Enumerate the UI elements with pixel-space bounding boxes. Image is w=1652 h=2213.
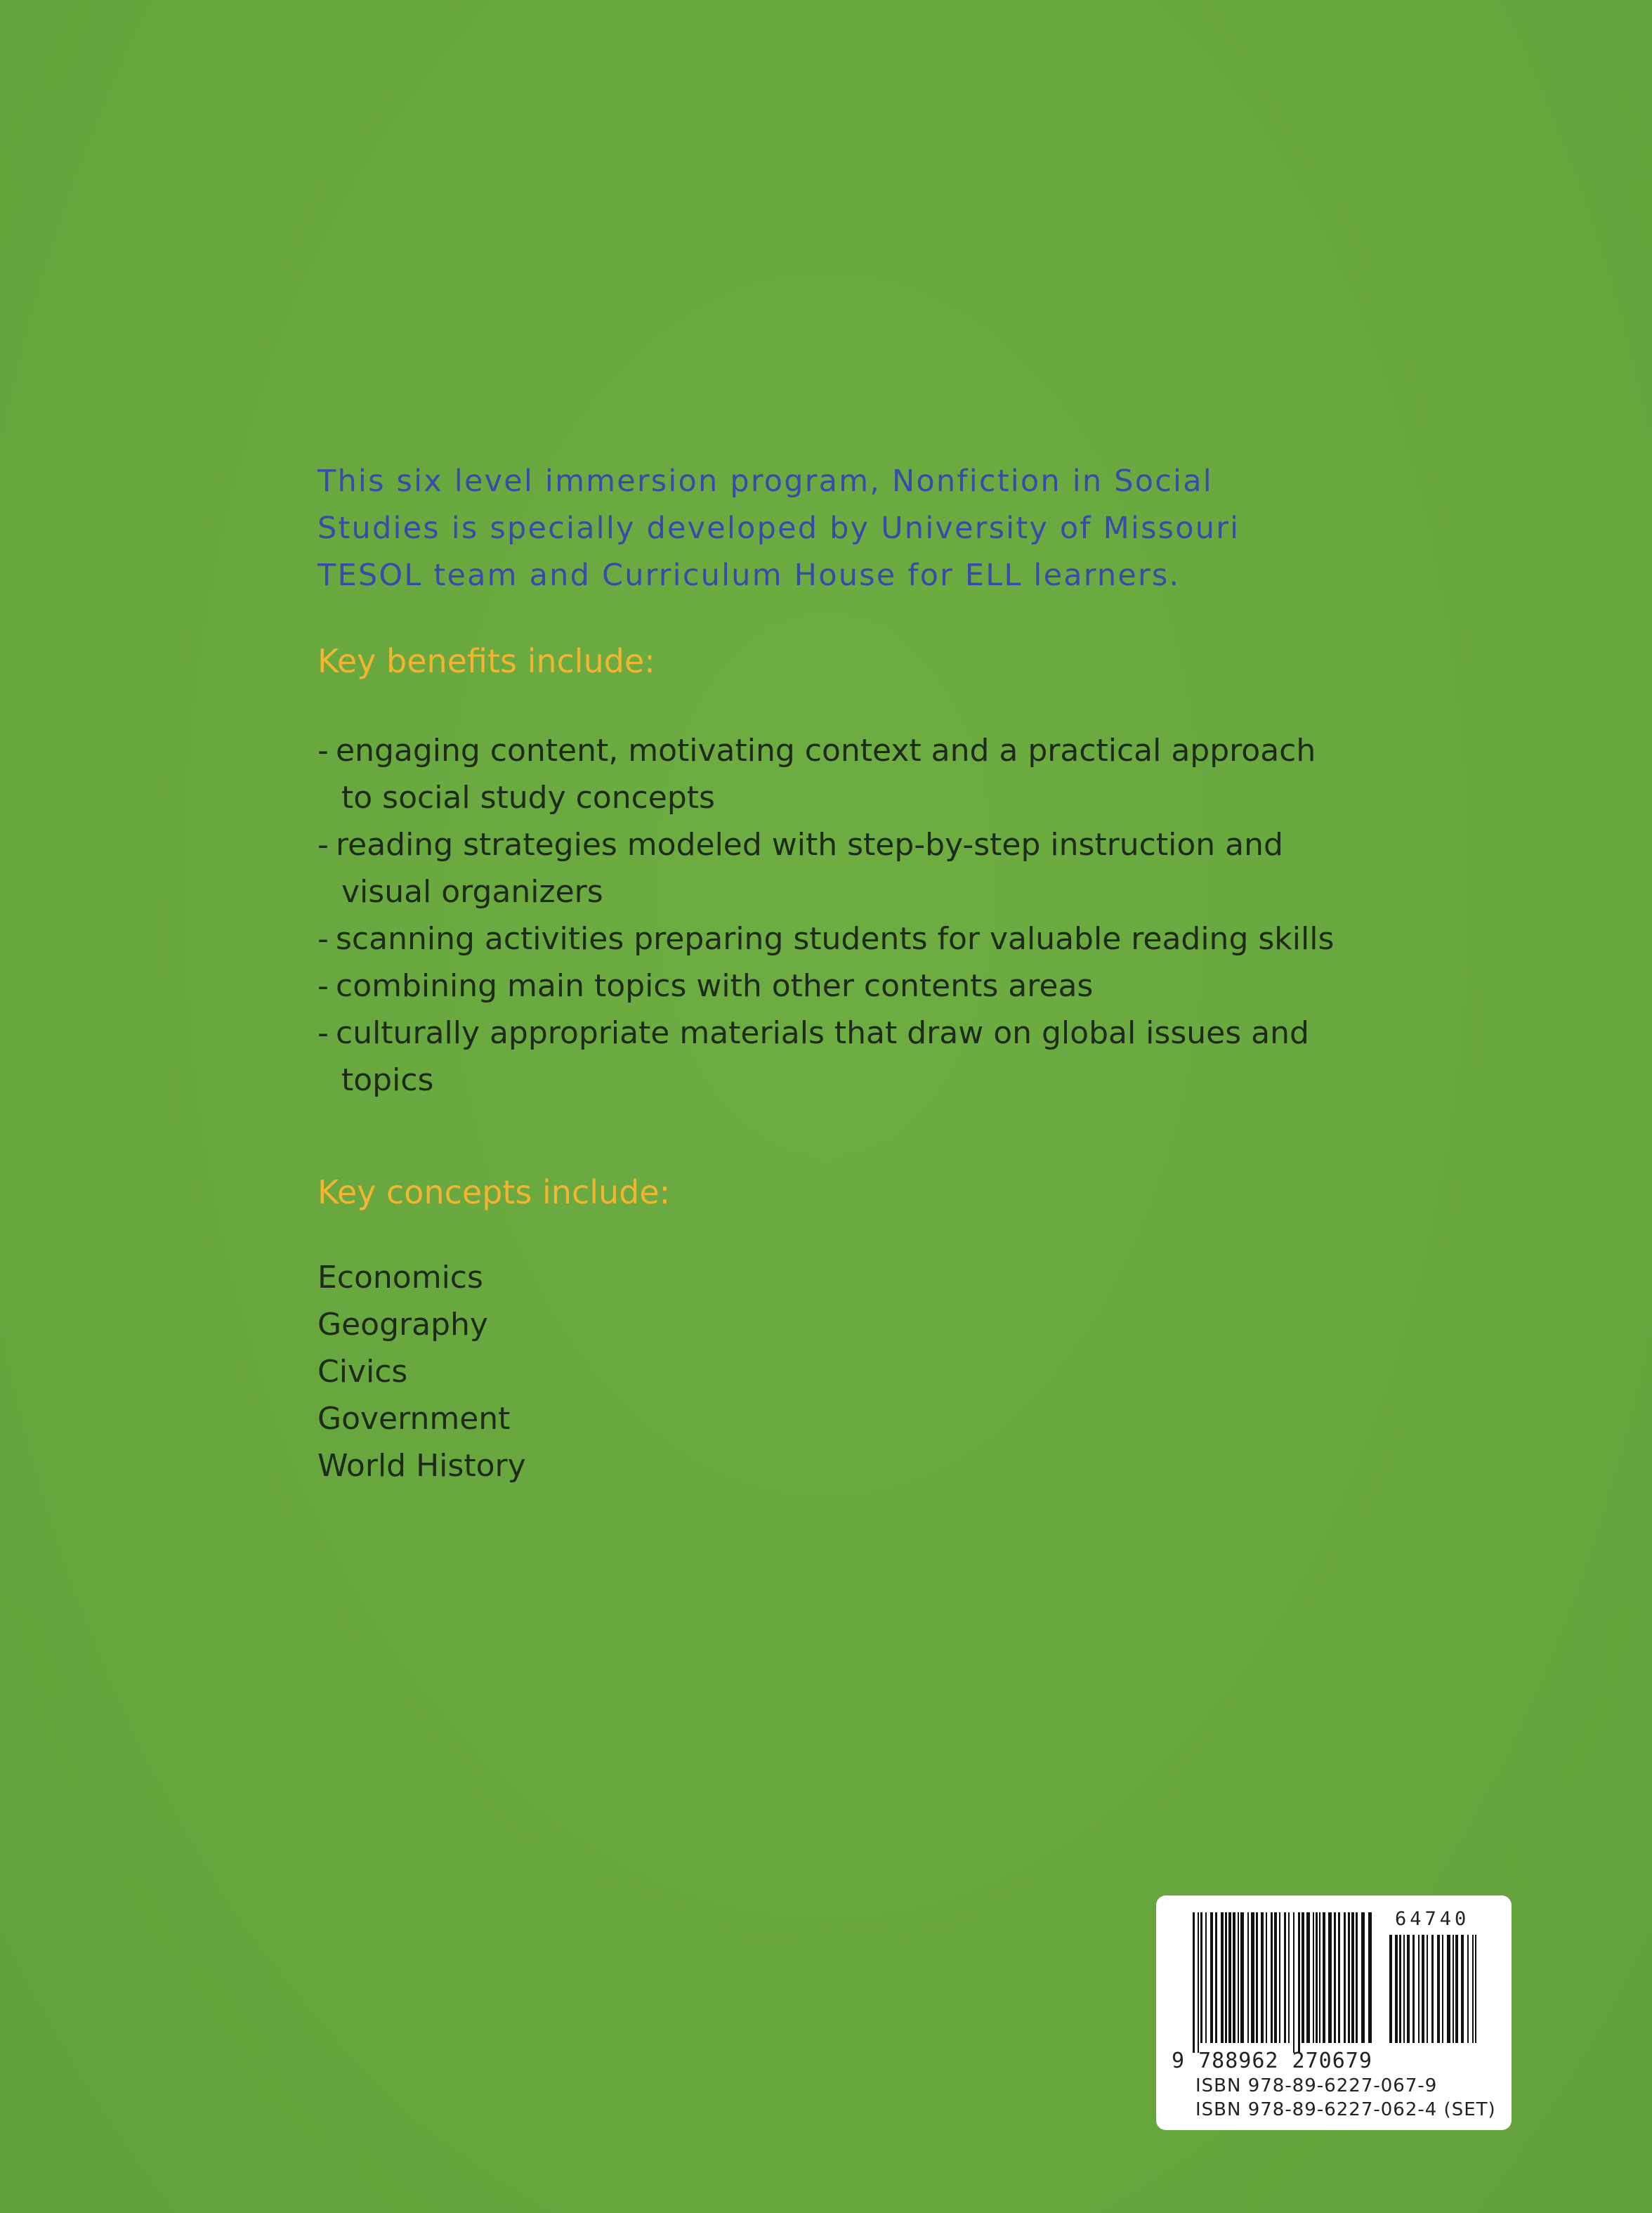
barcode-bar — [1368, 1912, 1372, 2043]
barcode-bar — [1361, 1912, 1365, 2043]
barcode-bar — [1442, 1935, 1443, 2043]
barcode-bar — [1210, 1912, 1213, 2043]
barcode-bar — [1316, 1912, 1318, 2043]
barcode-bar — [1284, 1912, 1286, 2043]
barcode-bar — [1238, 1912, 1239, 2043]
barcode-bar — [1247, 1912, 1249, 2043]
benefits-list — [317, 727, 1336, 1104]
barcode-bar — [1215, 1912, 1217, 2043]
barcode-bar — [1453, 1935, 1454, 2043]
barcode-bar — [1461, 1935, 1464, 2043]
benefits-heading: Key benefits include: — [317, 642, 655, 680]
barcode-bar — [1279, 1912, 1280, 2043]
barcode-bar — [1240, 1912, 1244, 2043]
benefit-item: - combining main topics with other contents areas — [317, 968, 1094, 1004]
barcode-bar — [1274, 1912, 1277, 2043]
concepts-list — [317, 1254, 1336, 1489]
barcode-bar — [1403, 1935, 1405, 2043]
barcode-bar — [1221, 1912, 1224, 2043]
barcode-bar — [1266, 1912, 1267, 2043]
barcode-addon-number: 64740 — [1395, 1908, 1470, 1930]
barcode-bar — [1399, 1935, 1401, 2043]
cover-text — [317, 458, 1336, 1489]
concept-item: Government — [317, 1401, 511, 1437]
concept-item: Geography — [317, 1307, 488, 1343]
barcode-bar — [1427, 1935, 1428, 2043]
barcode-bar — [1205, 1912, 1207, 2043]
benefit-item: - scanning activities preparing students for valuable reading skills — [317, 921, 1335, 957]
barcode-bar — [1351, 1912, 1354, 2043]
barcode-bar — [1233, 1912, 1235, 2043]
barcode-bar — [1407, 1935, 1410, 2043]
concept-item: World History — [317, 1448, 526, 1484]
barcode-bar — [1261, 1912, 1264, 2043]
barcode-bar — [1467, 1935, 1469, 2043]
barcode-bar — [1475, 1935, 1476, 2043]
barcode-bar — [1472, 1935, 1474, 2043]
barcode-bar — [1356, 1912, 1358, 2043]
barcode-bar — [1298, 1912, 1300, 2053]
barcode-bar — [1431, 1935, 1434, 2043]
barcode-bar — [1293, 1912, 1294, 2053]
barcode-bar — [1418, 1935, 1420, 2043]
intro-paragraph: This six level immersion program, Nonfiction in Social Studies is specially developed by University of Missouri TESOL team and Curriculum House for ELL learners. — [317, 464, 1240, 593]
barcode-bar — [1344, 1912, 1346, 2043]
barcode-bar — [1334, 1912, 1336, 2043]
barcode-bar — [1256, 1912, 1258, 2043]
barcode-bar — [1288, 1912, 1290, 2043]
barcode-bar — [1271, 1912, 1273, 2043]
concept-item: Economics — [317, 1260, 483, 1295]
barcode-bar — [1389, 1935, 1392, 2043]
barcode-bar — [1395, 1935, 1398, 2043]
barcode-bar — [1313, 1912, 1314, 2043]
barcode-label — [1156, 1895, 1512, 2130]
isbn-number: ISBN 978-89-6227-067-9 — [1195, 2075, 1438, 2096]
barcode-bar — [1302, 1912, 1304, 2043]
barcode-bar — [1306, 1912, 1310, 2043]
isbn-set-number: ISBN 978-89-6227-062-4 (SET) — [1195, 2099, 1496, 2120]
barcode-bar — [1319, 1912, 1320, 2043]
barcode-bar — [1422, 1935, 1424, 2043]
barcode-bar — [1412, 1935, 1415, 2043]
barcode-bar — [1348, 1912, 1350, 2043]
benefit-item: - culturally appropriate materials that draw on global issues and topics — [317, 1015, 1309, 1098]
barcode-bar — [1200, 1912, 1202, 2043]
barcode-bar — [1225, 1912, 1227, 2043]
barcode-bar — [1251, 1912, 1254, 2043]
barcode-bar — [1455, 1935, 1458, 2043]
barcode-bar — [1198, 1912, 1199, 2053]
benefit-item: - engaging content, motivating context and a practical approach to social study concepts — [317, 733, 1316, 816]
barcode-bar — [1328, 1912, 1332, 2043]
barcode-bar — [1447, 1935, 1450, 2043]
benefit-item: - reading strategies modeled with step-by-step instruction and visual organizers — [317, 827, 1283, 910]
concept-item: Civics — [317, 1354, 408, 1390]
barcode-bar — [1193, 1912, 1195, 2053]
barcode-bar — [1437, 1935, 1440, 2043]
concepts-heading: Key concepts include: — [317, 1173, 671, 1211]
barcode-ean-number: 9 788962 270679 — [1172, 2049, 1372, 2073]
barcode-bar — [1228, 1912, 1231, 2043]
barcode-bar — [1323, 1912, 1325, 2043]
barcode-bar — [1338, 1912, 1340, 2043]
